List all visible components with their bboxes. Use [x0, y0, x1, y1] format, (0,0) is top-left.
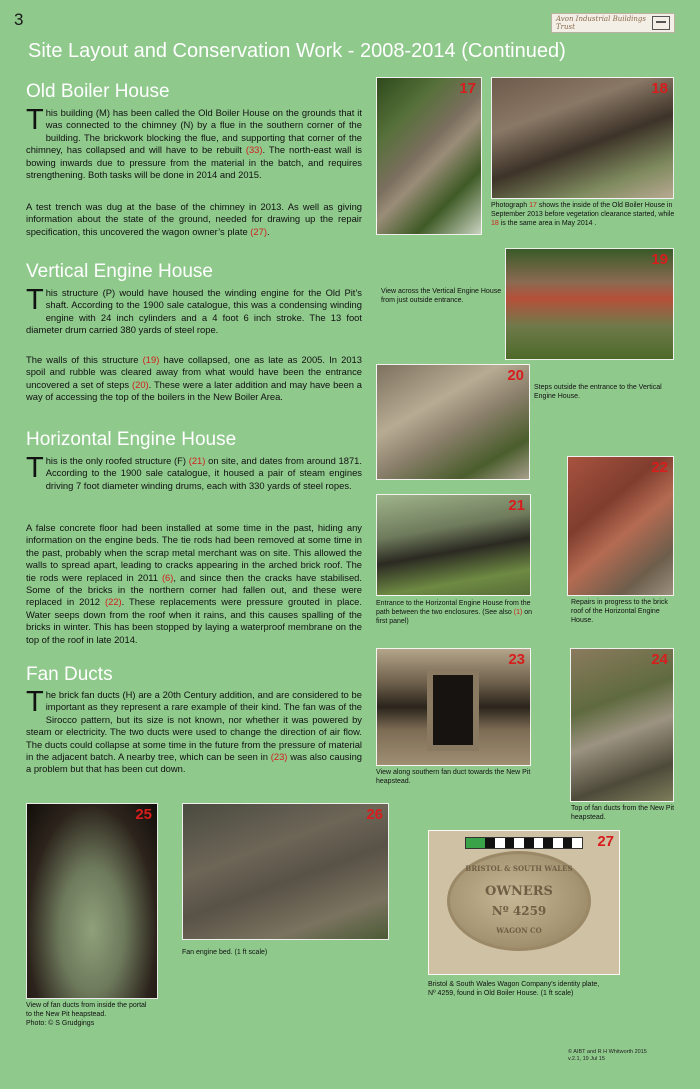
caption-23: View along southern fan duct towards the New Pit heapstead.: [376, 769, 531, 785]
photo-ref: (23): [270, 751, 288, 763]
photo-24: [570, 648, 674, 802]
photo-21: [376, 494, 531, 596]
photo-number: 27: [597, 833, 614, 850]
photo-ref: (27): [250, 225, 267, 237]
horizontal-engine-para-2: A false concrete floor had been installed at some time in the past, hiding any information on the engine beds. The tie rods had been removed at some time in the past, probably when the scrap metal merchant was on site. This allowed the walls to spread apart, leading to cracks appearing in the arched brick roof. The tie rods were replaced in 2011 (6), and since then the cracks have stabilised. Some of the bricks in the northern corner had fallen out, and these were replaced in 2012 (22). These replacements were pressure grouted in place. Water seeps down from the roof when it rains, and this causes spalling of the bricks in winter. This has been stopped by laying a waterproof membrane on the top of the roof in late 2014.: [26, 522, 363, 645]
photo-22: [567, 456, 674, 596]
caption-22: Repairs in progress to the brick roof of the Horizontal Engine House.: [571, 599, 668, 624]
photo-ref: (22): [104, 596, 122, 608]
owners-plate: [447, 851, 591, 951]
heading-horizontal-engine-house: Horizontal Engine House: [26, 429, 237, 450]
drop-cap: T: [26, 452, 44, 484]
photo-number: 23: [508, 651, 525, 668]
old-boiler-para-2: A test trench was dug at the base of the chimney in 2013. As well as giving information about the state of the ground, needed for drawing up the repair specification, this uncovered the wagon owner’s plate (27).: [26, 201, 362, 237]
vertical-engine-para-2: The walls of this structure (19) have collapsed, one as late as 2005. In 2013 spoil and rubble was cleared away from what would have been the entrance uncovered a set of steps (20). These were a later addition and may have been a way of accessing the top of the boilers in the New Boiler Area.: [26, 354, 362, 403]
photo-number: 26: [366, 806, 383, 823]
photo-23: [376, 648, 531, 766]
photo-number: 18: [651, 80, 668, 97]
photo-18: [491, 77, 674, 199]
horizontal-engine-para-1: This is the only roofed structure (F) (21) on site, and dates from around 1871. According to the 1900 sale catalogue, it housed a pair of steam engines driving 7 foot diameter winding drums, each with 330 yards of steel ropes.: [26, 452, 362, 491]
photo-number: 22: [651, 459, 668, 476]
caption-20: Steps outside the entrance to the Vertical Engine House.: [534, 384, 662, 400]
drop-cap: T: [26, 284, 44, 316]
heading-fan-ducts: Fan Ducts: [26, 664, 113, 685]
photo-20: [376, 364, 530, 480]
caption-26: Fan engine bed. (1 ft scale): [182, 949, 268, 956]
fan-ducts-para-1: The brick fan ducts (H) are a 20th Century addition, and are considered to be important as they represent a rare example of their kind. The fan was of the Sirocco pattern, but its size is not known, nor whether it was powered by steam or electricity. The two ducts were used to change the direction of air flow. The ducts could collapse at some time in the future from the pressure of material in the adjacent batch. A nearby tree, which can be seen in (23) was also causing a problem but that has been cut down.: [26, 686, 362, 775]
photo-ref: 18: [491, 220, 499, 227]
photo-ref: (6): [161, 571, 174, 583]
photo-number: 24: [651, 651, 668, 668]
caption-27: Bristol & South Wales Wagon Company's identity plate, Nº 4259, found in Old Boiler House. (1 ft scale): [428, 981, 600, 997]
photo-17: [376, 77, 482, 235]
photo-number: 25: [135, 806, 152, 823]
photo-ref: (33): [245, 144, 263, 156]
photo-number: 20: [507, 367, 524, 384]
logo-text: Avon Industrial Buildings Trust: [556, 15, 646, 31]
scale-bar: [465, 837, 583, 849]
duct-opening: [427, 669, 479, 751]
copyright-notice: © AIBT and R H Whitworth 2015 v.2.1, 19 Jul 15: [568, 1049, 647, 1062]
caption-25: View of fan ducts from inside the portal to the New Pit heapstead. Photo: © S Grudgings: [26, 1002, 147, 1027]
photo-ref: (1): [513, 609, 523, 616]
photo-27: [428, 830, 620, 975]
plate-text: OWNERS: [485, 884, 553, 899]
heading-vertical-engine-house: Vertical Engine House: [26, 261, 213, 282]
trust-logo: [551, 13, 675, 33]
photo-19: [505, 248, 674, 360]
photo-number: 17: [459, 80, 476, 97]
photo-number: 19: [651, 251, 668, 268]
caption-19: View across the Vertical Engine House from just outside entrance.: [381, 288, 502, 304]
drop-cap: T: [26, 686, 44, 718]
photo-26: [182, 803, 389, 940]
photo-ref: (21): [188, 455, 206, 466]
logo-mark-icon: [652, 16, 670, 30]
caption-17-18: Photograph 17 shows the inside of the Old Boiler House in September 2013 before vegetation clearance started, while 18 is the same area in May 2014 .: [491, 202, 675, 227]
caption-24: Top of fan ducts from the New Pit heapstead.: [571, 805, 675, 821]
page-title: Site Layout and Conservation Work - 2008-2014 (Continued): [28, 40, 566, 62]
page-number: 3: [14, 10, 24, 29]
vertical-engine-para-1: This structure (P) would have housed the winding engine for the Old Pit’s shaft. According to the 1900 sale catalogue, this was a condensing winding engine with 24 inch cylinders and a 4 foot 6 inch stroke. The 13 foot diameter drum carried 380 yards of steel rope.: [26, 284, 362, 336]
photo-ref: (19): [142, 354, 160, 365]
plate-text: WAGON CO: [496, 926, 542, 935]
plate-text: Nº 4259: [491, 904, 547, 918]
drop-cap: T: [26, 104, 44, 136]
heading-old-boiler-house: Old Boiler House: [26, 81, 170, 102]
photo-ref: (20): [131, 378, 149, 390]
caption-21: Entrance to the Horizontal Engine House from the path between the two enclosures. (See also (1) on first panel): [376, 600, 533, 625]
photo-ref: 17: [529, 202, 537, 209]
photo-number: 21: [508, 497, 525, 514]
photo-25: [26, 803, 158, 999]
old-boiler-para-1: This building (M) has been called the Old Boiler House on the grounds that it was connected to the chimney (N) by a flue in the southern corner of the building. The brickwork blocking the flue, and supporting that corner of the chimney, has collapsed and will have to be rebuilt (33). The north-east wall is bowing inwards due to pressure from the material in the batch, and requires strengthening. Both tasks will be done in 2014 and 2015.: [26, 104, 362, 181]
plate-text: BRISTOL & SOUTH WALES: [465, 864, 573, 873]
